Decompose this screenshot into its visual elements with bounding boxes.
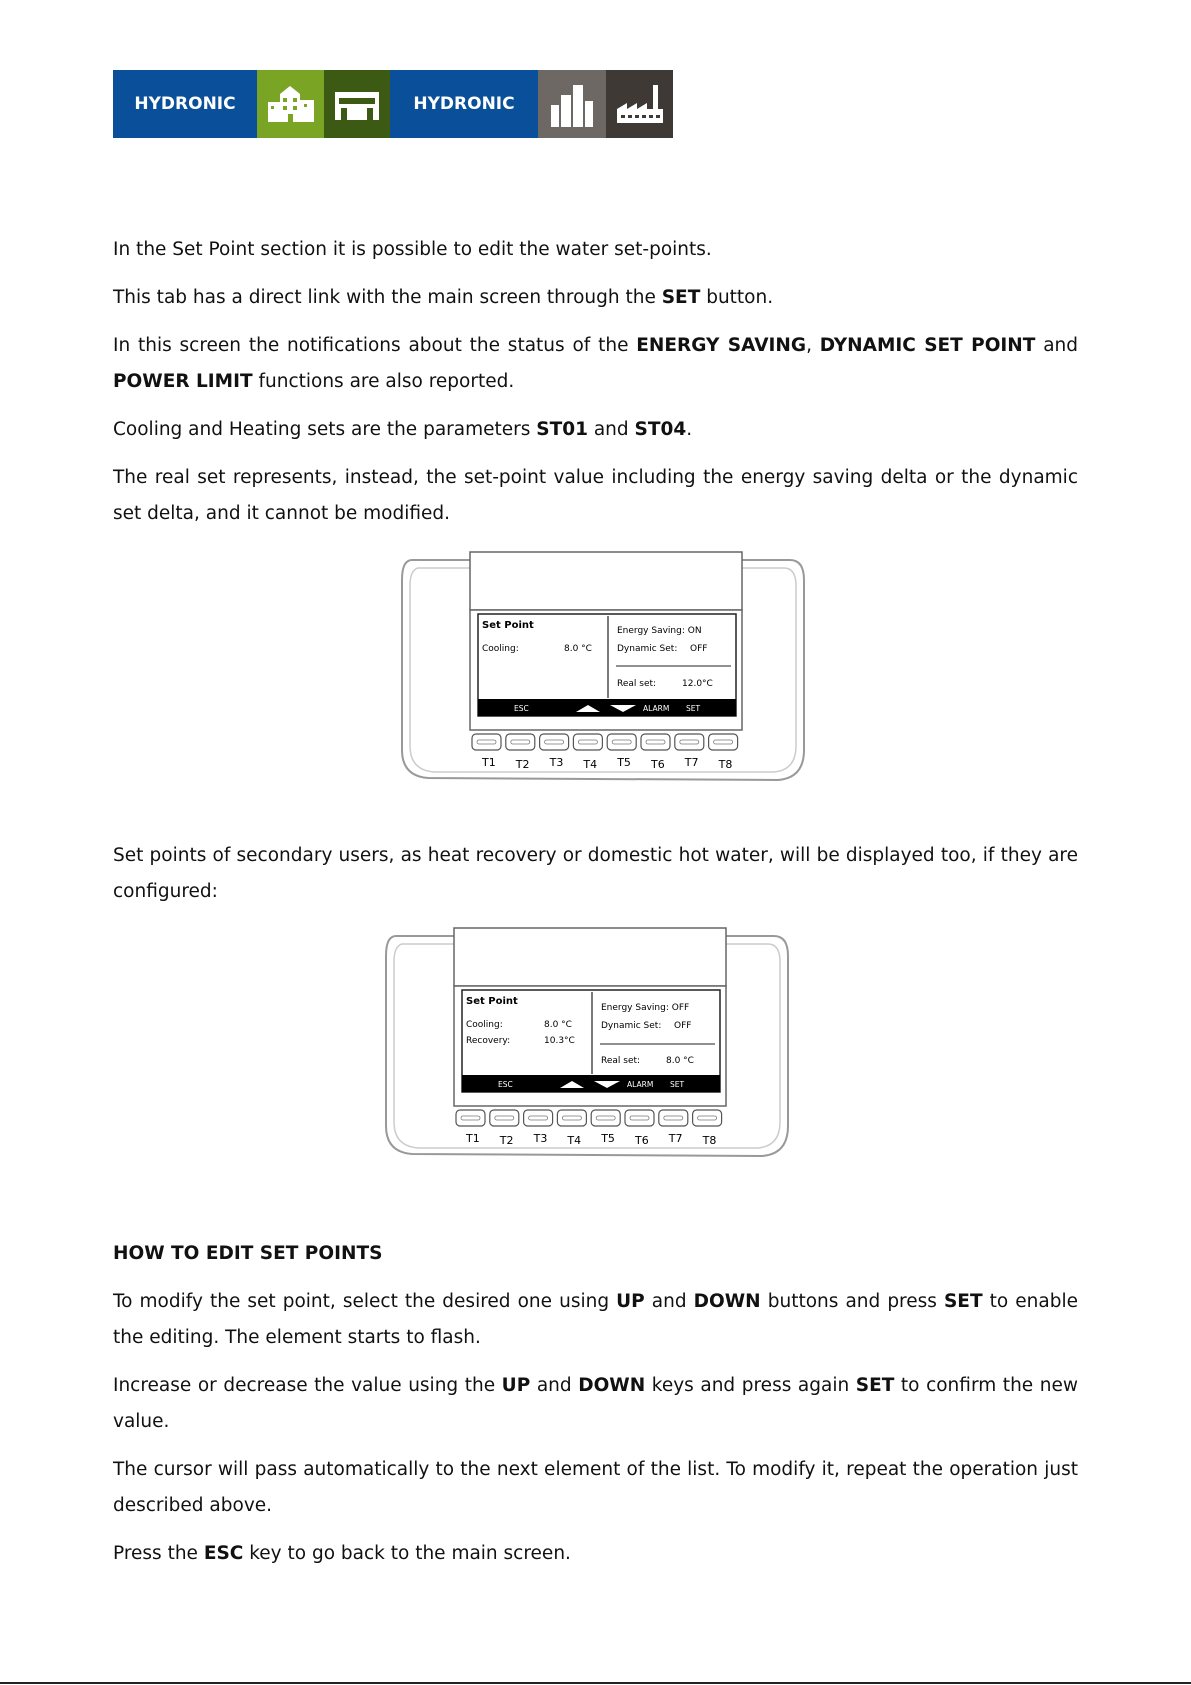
function-key-t2[interactable] [506,734,535,750]
lcd-esc-label: ESC [498,1080,513,1089]
intro-paragraph: Cooling and Heating sets are the parameters ST01 and ST04. [113,419,693,440]
device-top-panel [470,552,742,610]
middle-paragraph: Set points of secondary users, as heat recovery or domestic hot water, will be displayed too, if they are configured: [113,845,1078,902]
function-key-label: T6 [651,758,665,771]
function-key-t5[interactable] [591,1110,620,1126]
howto-paragraph: The cursor will pass automatically to the next element of the list. To modify it, repeat the operation just described above. [113,1459,1078,1516]
function-key-label: T4 [583,758,598,771]
intro-paragraph: The real set represents, instead, the set-point value including the energy saving delta or the dynamic set delta, and it cannot be modified. [113,467,1078,524]
lcd-recovery-value: 10.3°C [544,1036,575,1046]
function-key-label: T5 [601,1132,615,1145]
function-key-label: T7 [668,1132,683,1145]
function-key-t6[interactable] [625,1110,654,1126]
intro-paragraph: This tab has a direct link with the main screen through the SET button. [113,287,774,308]
function-key-t4[interactable] [557,1110,586,1126]
function-key-label: T2 [515,758,530,771]
howto-paragraph: To modify the set point, select the desired one using UP and DOWN buttons and press SET to enable the editing. The element starts to flash. [113,1291,1078,1348]
function-key-t1[interactable] [472,734,501,750]
city-skyline-icon [538,70,606,138]
lcd-real-set-label: Real set: [617,679,657,689]
function-key-label: T1 [482,756,496,769]
function-key-t3[interactable] [524,1110,553,1126]
device-top-panel [454,928,726,986]
banner-hydronic-left: HYDRONIC [113,70,257,138]
lcd-energy-saving: Energy Saving: OFF [601,1003,690,1013]
function-key-label: T1 [466,1132,480,1145]
function-key-t5[interactable] [607,734,636,750]
banner-hydronic-right: HYDRONIC [390,70,538,138]
middle-section [113,838,1078,910]
function-key-label: T8 [702,1134,717,1147]
lcd-cooling-value: 8.0 °C [544,1020,572,1030]
factory-icon [606,70,673,138]
intro-paragraph: In the Set Point section it is possible to edit the water set-points. [113,239,712,260]
lcd-cooling-label: Cooling: [482,644,519,654]
page-bottom-rule [0,1682,1191,1684]
function-key-t6[interactable] [641,734,670,750]
function-key-t8[interactable] [709,734,738,750]
function-key-label: T3 [549,756,564,769]
lcd-recovery-label: Recovery: [466,1036,511,1046]
function-key-t2[interactable] [490,1110,519,1126]
lcd-title: Set Point [482,620,534,631]
commercial-building-icon [324,70,390,138]
function-key-t7[interactable] [659,1110,688,1126]
lcd-cooling-label: Cooling: [466,1020,503,1030]
lcd-energy-saving: Energy Saving: ON [617,626,702,636]
lcd-dynamic-set-value: OFF [674,1021,692,1031]
function-key-t3[interactable] [540,734,569,750]
function-key-t4[interactable] [573,734,602,750]
function-key-label: T3 [533,1132,548,1145]
lcd-real-set-label: Real set: [601,1056,641,1066]
lcd-dynamic-set-label: Dynamic Set: [601,1021,662,1031]
function-key-label: T4 [567,1134,582,1147]
function-key-t7[interactable] [675,734,704,750]
howto-paragraph: Increase or decrease the value using the UP and DOWN keys and press again SET to confirm the new value. [113,1375,1078,1432]
lcd-alarm-label: ALARM [643,704,670,713]
intro-section [113,232,1078,532]
function-key-label: T5 [617,756,631,769]
residential-buildings-icon [257,70,324,138]
lcd-dynamic-set-value: OFF [690,644,708,654]
controller-display-2 [382,926,794,1162]
howto-section [113,1236,1078,1572]
lcd-real-set-value: 8.0 °C [666,1056,694,1066]
lcd-cooling-value: 8.0 °C [564,644,592,654]
lcd-esc-label: ESC [514,704,529,713]
function-key-t8[interactable] [693,1110,722,1126]
function-key-label: T7 [684,756,699,769]
lcd-set-label: SET [686,704,701,713]
howto-paragraph: Press the ESC key to go back to the main screen. [113,1543,571,1564]
lcd-title: Set Point [466,996,518,1007]
function-key-label: T2 [499,1134,514,1147]
header-banner [113,70,673,138]
lcd-real-set-value: 12.0°C [682,679,713,689]
lcd-alarm-label: ALARM [627,1080,654,1089]
function-key-label: T8 [718,758,733,771]
section-heading: HOW TO EDIT SET POINTS [113,1243,383,1264]
function-key-t1[interactable] [456,1110,485,1126]
intro-paragraph: In this screen the notifications about the status of the ENERGY SAVING, DYNAMIC SET POINT and POWER LIMIT functions are also reported. [113,335,1079,392]
function-key-label: T6 [635,1134,649,1147]
controller-display-1 [398,550,810,786]
lcd-set-label: SET [670,1080,685,1089]
lcd-dynamic-set-label: Dynamic Set: [617,644,678,654]
